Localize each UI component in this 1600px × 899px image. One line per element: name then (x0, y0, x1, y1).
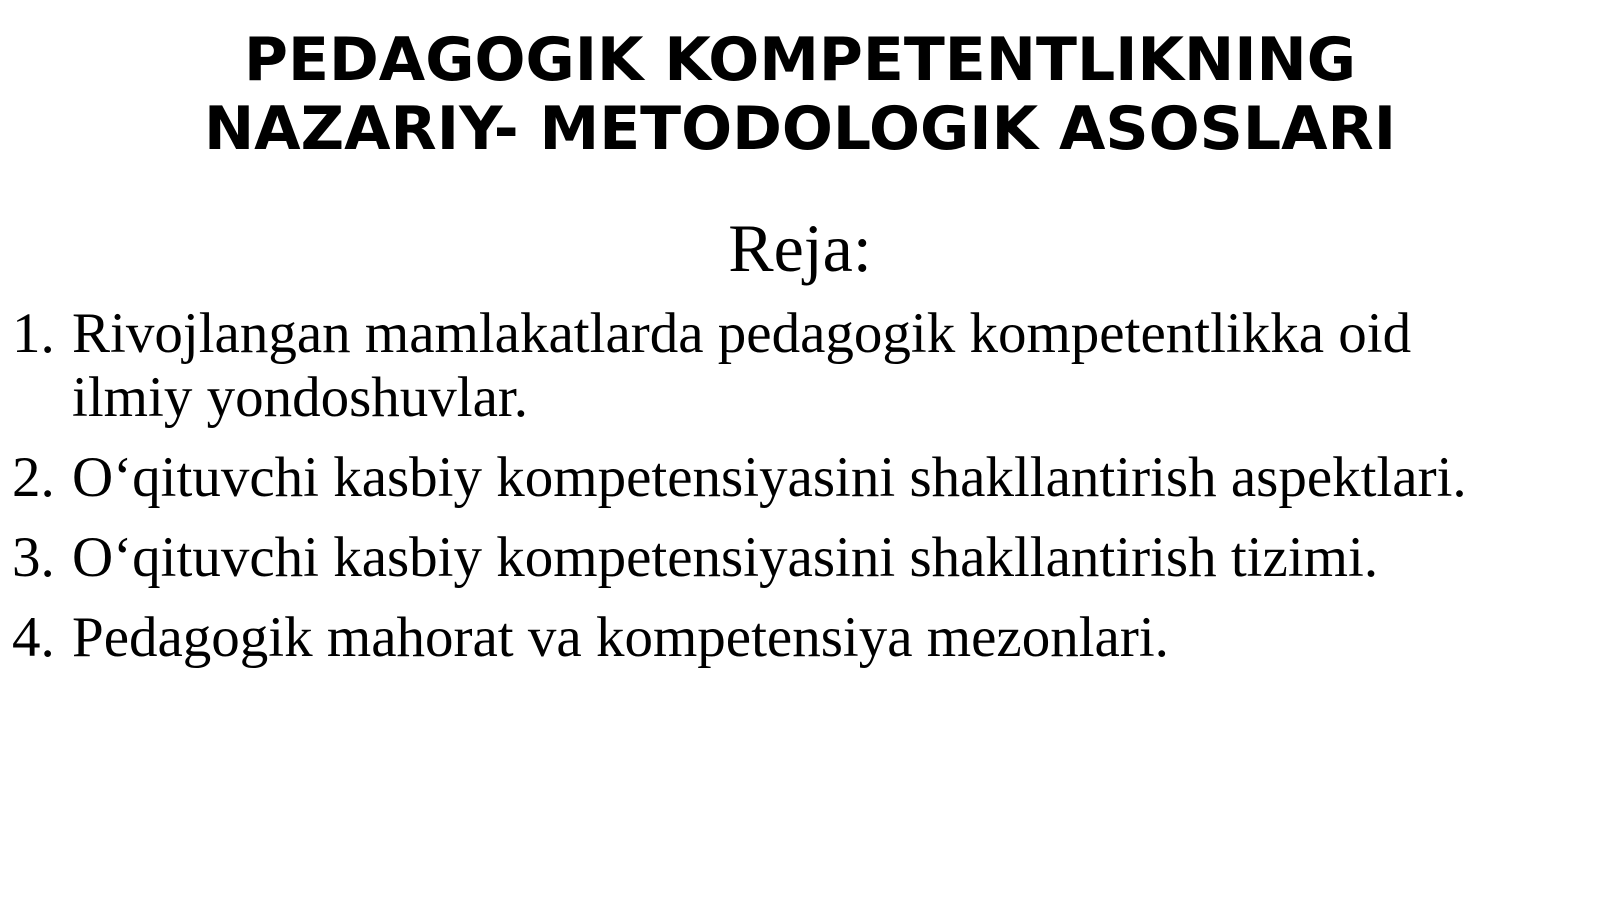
plan-item-4 (0, 606, 1600, 670)
plan-item-number: 4. (12, 606, 55, 669)
slide-title-line-1: PEDAGOGIK KOMPETENTLIKNING (244, 25, 1356, 95)
plan-item-text: Rivojlangan mamlakatlarda pedagogik kompetentlikka oid (72, 302, 1412, 365)
plan-item-text: O‘qituvchi kasbiy kompetensiyasini shakllantirish tizimi. (72, 526, 1379, 589)
slide-title-line-2: NAZARIY- METODOLOGIK ASOSLARI (203, 94, 1397, 164)
slide-title (0, 26, 1600, 164)
plan-item-number: 3. (12, 526, 55, 589)
plan-list (0, 302, 1600, 686)
plan-item-number: 1. (12, 302, 55, 365)
plan-item-text-continued: ilmiy yondoshuvlar. (72, 366, 528, 429)
plan-item-text: O‘qituvchi kasbiy kompetensiyasini shakllantirish aspektlari. (72, 446, 1467, 509)
plan-item-2 (0, 446, 1600, 510)
plan-item-1 (0, 302, 1600, 430)
plan-item-3 (0, 526, 1600, 590)
plan-item-text: Pedagogik mahorat va kompetensiya mezonlari. (72, 606, 1169, 669)
plan-heading: Reja: (728, 210, 872, 286)
plan-item-number: 2. (12, 446, 55, 509)
